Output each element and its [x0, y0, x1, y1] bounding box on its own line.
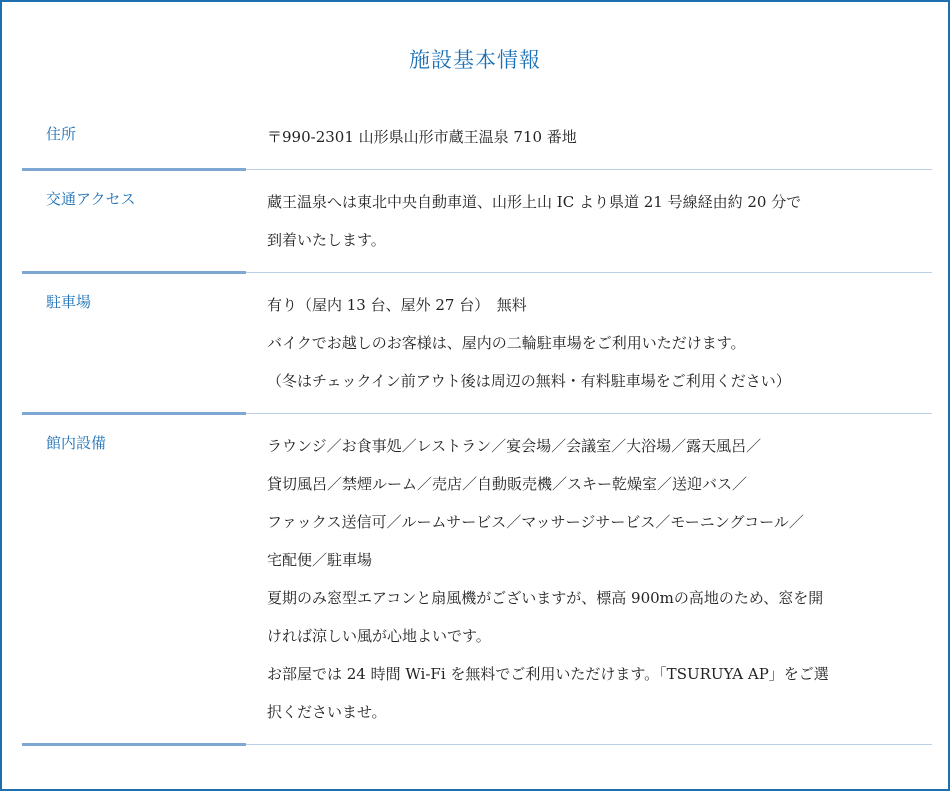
row-label-address: 住所 [46, 125, 77, 143]
row-parking [22, 273, 932, 414]
content-line: 到着いたします。 [267, 231, 386, 249]
row-content-access [267, 170, 932, 272]
content-line: 貸切風呂／禁煙ルーム／売店／自動販売機／スキー乾燥室／送迎バス／ [267, 475, 748, 493]
content-line: 〒990-2301 山形県山形市蔵王温泉 710 番地 [267, 128, 577, 146]
row-content-parking [267, 273, 932, 413]
content-line: ファックス送信可／ルームサービス／マッサージサービス／モーニングコール／ [267, 513, 804, 531]
content-line: お部屋では 24 時間 Wi-Fi を無料でご利用いただけます。「TSURUYA AP」をご選 [267, 665, 829, 683]
content-line: 有り（屋内 13 台、屋外 27 台） 無料 [267, 296, 527, 314]
row-content-facilities [267, 414, 932, 744]
row-label-access: 交通アクセス [46, 190, 136, 208]
content-line: バイクでお越しのお客様は、屋内の二輪駐車場をご利用いただけます。 [267, 334, 746, 352]
content-line: 夏期のみ窓型エアコンと扇風機がございますが、標高 900mの高地のため、窓を開 [267, 589, 824, 607]
content-line: ラウンジ／お食事処／レストラン／宴会場／会議室／大浴場／露天風呂／ [267, 437, 762, 455]
row-address [22, 105, 932, 170]
info-table [22, 105, 932, 745]
content-line: 択くださいませ。 [267, 703, 387, 721]
page-title: 施設基本情報 [409, 48, 541, 72]
content-line: 蔵王温泉へは東北中央自動車道、山形上山 IC より県道 21 号線経由約 20 分で [267, 193, 802, 211]
content-line: （冬はチェックイン前アウト後は周辺の無料・有料駐車場をご利用ください） [267, 372, 791, 390]
row-label-parking: 駐車場 [46, 293, 92, 311]
row-content-address [267, 105, 932, 169]
content-line: 宅配便／駐車場 [267, 551, 373, 569]
content-line: ければ涼しい風が心地よいです。 [267, 627, 491, 645]
row-facilities [22, 414, 932, 745]
row-access [22, 170, 932, 273]
row-label-facilities: 館内設備 [46, 434, 107, 452]
